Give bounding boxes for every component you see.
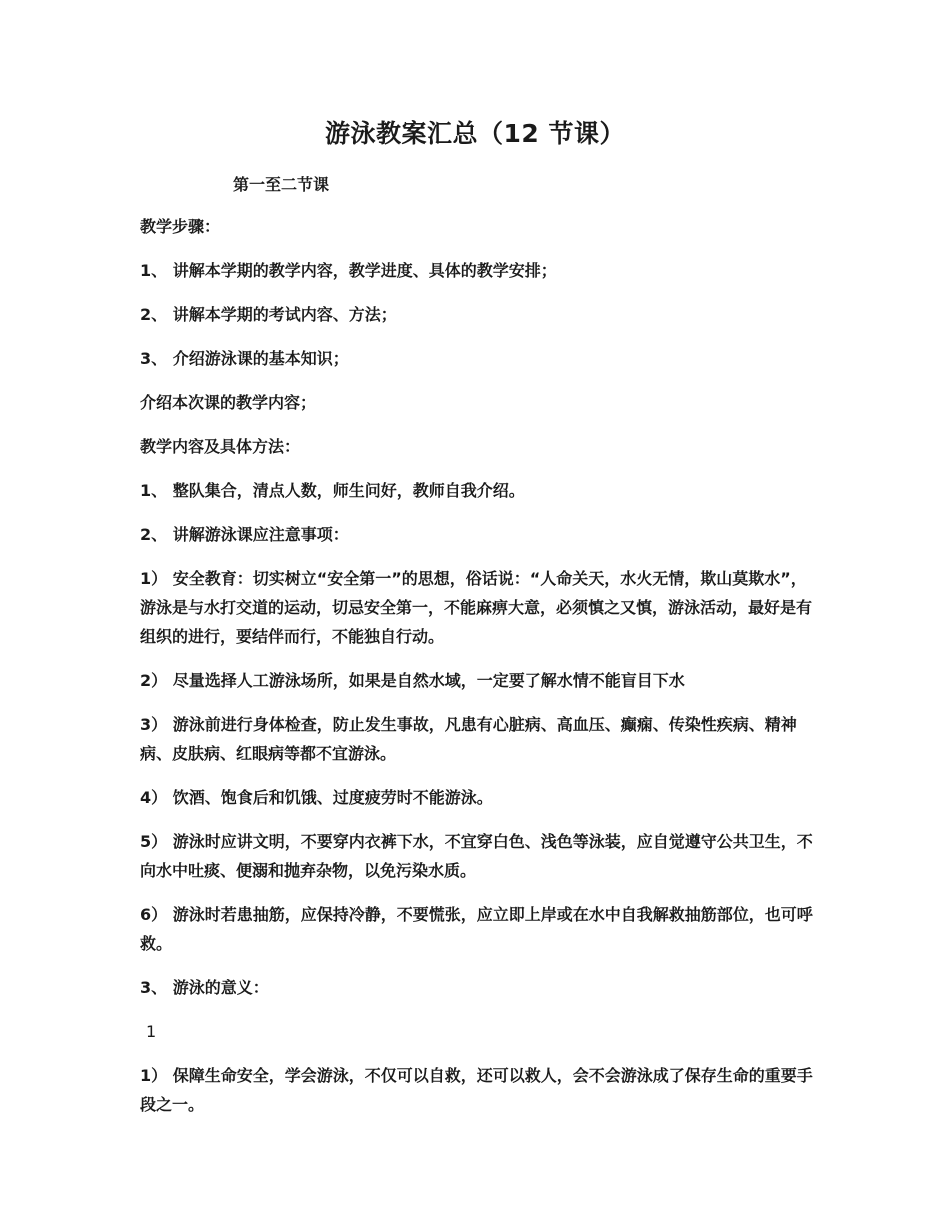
- paragraph: 3） 游泳前进行身体检查，防止发生事故，凡患有心脏病、高血压、癫痫、传染性疾病、精神病、皮肤病、红眼病等都不宜游泳。: [140, 715, 797, 763]
- paragraph: 3、 游泳的意义：: [140, 978, 269, 997]
- document-title: 游泳教案汇总（12 节课）: [325, 119, 625, 148]
- paragraph: 2、 讲解游泳课应注意事项：: [140, 525, 349, 544]
- paragraph: 2） 尽量选择人工游泳场所，如果是自然水域，一定要了解水情不能盲目下水: [140, 671, 685, 690]
- paragraph: 4） 饮酒、饱食后和饥饿、过度疲劳时不能游泳。: [140, 788, 493, 807]
- paragraph: 1、 整队集合，清点人数，师生问好，教师自我介绍。: [140, 481, 525, 500]
- paragraph: 1、 讲解本学期的教学内容，教学进度、具体的教学安排；: [140, 261, 557, 280]
- paragraph: 3、 介绍游泳课的基本知识；: [140, 349, 349, 368]
- paragraph: 1） 安全教育：切实树立“安全第一”的思想，俗话说：“人命关天，水火无情，欺山莫欺水”，游泳是与水打交道的运动，切忌安全第一，不能麻痹大意，必须慎之又慎，游泳活动，最好是有组织的进行，要结伴而行，不能独自行动。: [140, 569, 813, 646]
- paragraph: 教学内容及具体方法：: [140, 437, 301, 456]
- paragraph: 2、 讲解本学期的考试内容、方法；: [140, 305, 397, 324]
- paragraph: 介绍本次课的教学内容；: [140, 393, 317, 412]
- paragraph: 6） 游泳时若患抽筋，应保持冷静，不要慌张，应立即上岸或在水中自我解救抽筋部位，也可呼救。: [140, 905, 813, 953]
- paragraph: 1） 保障生命安全，学会游泳，不仅可以自救，还可以救人，会不会游泳成了保存生命的重要手段之一。: [140, 1066, 813, 1114]
- paragraph: 5） 游泳时应讲文明，不要穿内衣裤下水，不宜穿白色、浅色等泳装，应自觉遵守公共卫生，不向水中吐痰、便溺和抛弃杂物，以免污染水质。: [140, 832, 813, 880]
- document-body: [140, 212, 815, 1134]
- page-number: 1: [146, 1022, 157, 1041]
- section-heading: 第一至二节课: [233, 175, 330, 194]
- paragraph: 教学步骤：: [140, 217, 221, 236]
